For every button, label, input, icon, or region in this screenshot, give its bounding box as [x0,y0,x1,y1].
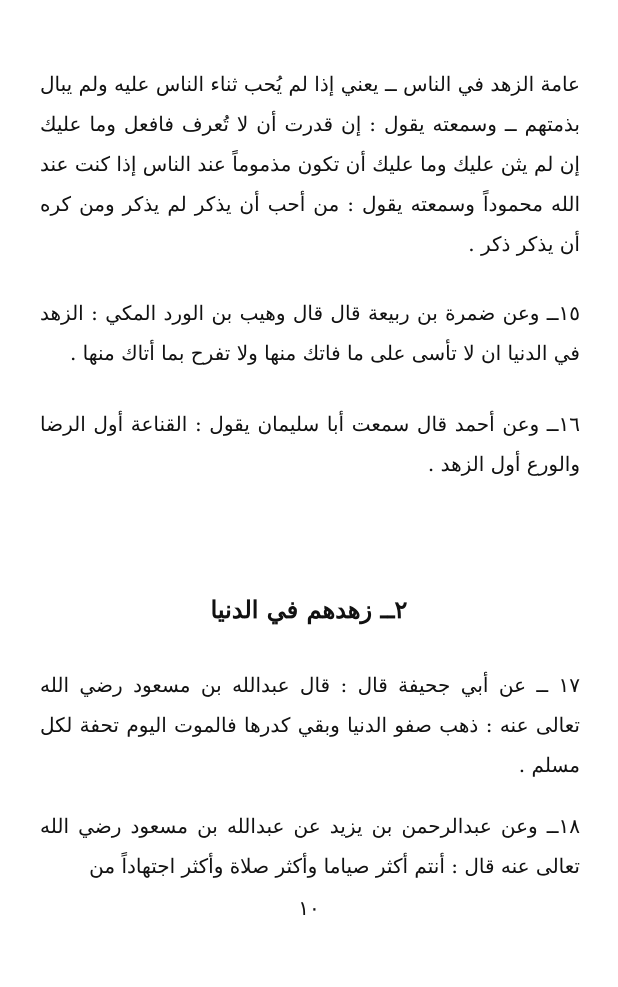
page-number: ١٠ [298,896,320,920]
paragraph-hadith-15: ١٥ــ وعن ضمرة بن ربيعة قال قال وهيب بن الورد المكي : الزهد في الدنيا ان لا تأسى على ما فاتك منها ولا تفرح بما أتاك منها . [40,301,580,365]
paragraph-hadith-18: ١٨ــ وعن عبدالرحمن بن يزيد عن عبدالله بن مسعود رضي الله تعالى عنه قال : أنتم أكثر صياما وأكثر صلاة وأكثر اجتهاداً من [40,814,580,878]
paragraph-hadith-17: ١٧ ــ عن أبي جحيفة قال : قال عبدالله بن مسعود رضي الله تعالى عنه : ذهب صفو الدنيا وبقي كدرها فالموت اليوم تحفة لكل مسلم . [40,673,580,777]
paragraph-intro-zuhd: عامة الزهد في الناس ــ يعني إذا لم يُحب ثناء الناس عليه ولم يبال بذمتهم ــ وسمعته يقول : إن قدرت أن لا تُعرف فافعل وما عليك إن لم يثن عليك وما عليك أن تكون مذموماً عند الناس إذا كنت عند الله محموداً وسمعته يقول : من أحب أن يذكر لم يذكر ومن كره أن يذكر ذكر . [40,72,580,256]
paragraph-hadith-16: ١٦ــ وعن أحمد قال سمعت أبا سليمان يقول : القناعة أول الرضا والورع أول الزهد . [40,412,580,476]
section-heading: ٢ــ زهدهم في الدنيا [210,595,408,624]
